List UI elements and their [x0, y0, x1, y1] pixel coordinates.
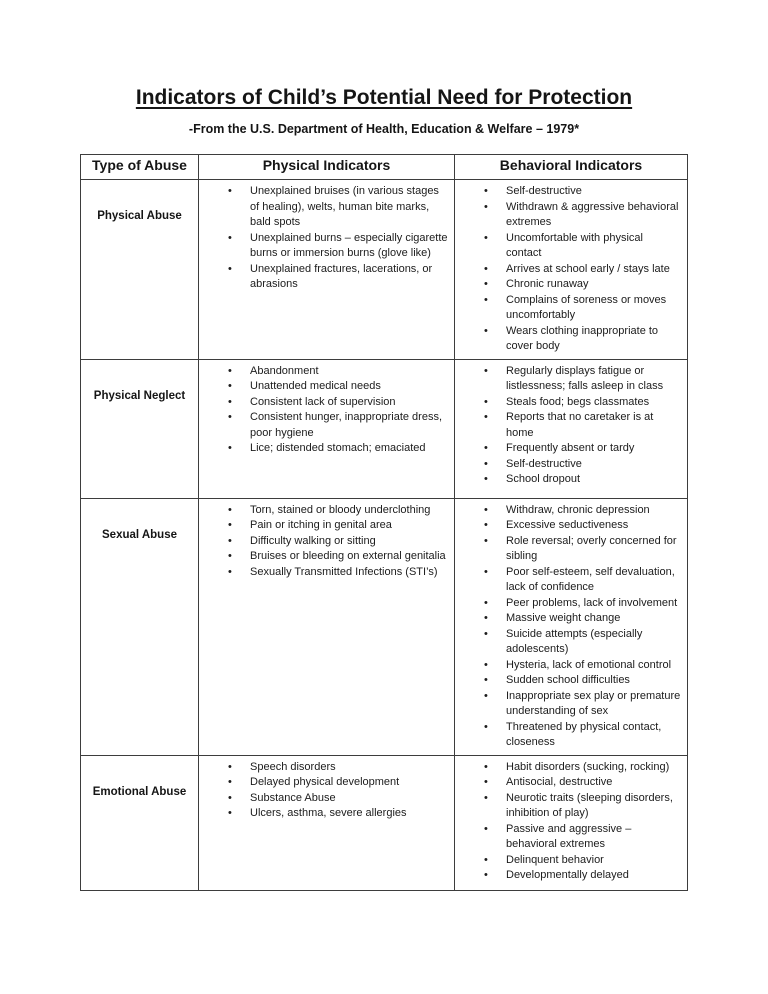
indicator-text: Unexplained burns – especially cigarette burns or immersion burns (glove like) — [250, 231, 448, 260]
indicator-text: Sexually Transmitted Infections (STI’s) — [250, 565, 438, 578]
abuse-row — [81, 498, 688, 755]
bullet-icon: • — [484, 658, 488, 671]
indicator-list — [199, 760, 448, 822]
bullet-icon: • — [484, 231, 488, 244]
bullet-icon: • — [484, 395, 488, 408]
physical-indicators-cell — [199, 359, 455, 498]
abuse-row — [81, 359, 688, 498]
indicator-list — [199, 364, 448, 457]
indicator-text: Difficulty walking or sitting — [250, 534, 376, 547]
indicator-text: Habit disorders (sucking, rocking) — [506, 760, 670, 773]
indicator-item — [455, 410, 681, 441]
bullet-icon: • — [484, 791, 488, 804]
document-subtitle: -From the U.S. Department of Health, Education & Welfare – 1979* — [188, 122, 580, 137]
indicator-text: Regularly displays fatigue or listlessness; falls asleep in class — [506, 364, 664, 393]
indicator-text: Delinquent behavior — [506, 853, 604, 866]
bullet-icon: • — [484, 457, 488, 470]
indicator-list — [455, 760, 681, 884]
behavioral-indicators-cell — [455, 498, 688, 755]
indicator-item — [455, 200, 681, 231]
indicator-text: Steals food; begs classmates — [506, 395, 650, 408]
indicators-table — [80, 154, 688, 891]
bullet-icon: • — [228, 565, 232, 578]
bullet-icon: • — [484, 200, 488, 213]
indicator-text: Self-destructive — [506, 185, 582, 198]
indicator-text: School dropout — [506, 473, 580, 486]
column-header-type-of-abuse: Type of Abuse — [81, 155, 199, 180]
indicator-text: Role reversal; overly concerned for sibling — [506, 534, 677, 563]
indicator-text: Wears clothing inappropriate to cover body — [506, 324, 659, 353]
bullet-icon: • — [484, 822, 488, 835]
indicator-item — [455, 364, 681, 395]
indicator-item — [455, 596, 681, 612]
indicator-text: Pain or itching in genital area — [250, 519, 392, 532]
column-header-physical-indicators: Physical Indicators — [199, 155, 455, 180]
indicator-item — [199, 549, 448, 565]
indicator-item — [455, 822, 681, 853]
indicator-text: Reports that no caretaker is at home — [506, 411, 654, 439]
indicator-text: Neurotic traits (sleeping disorders, inhibition of play) — [506, 791, 673, 820]
indicator-text: Passive and aggressive – behavioral extremes — [506, 822, 632, 851]
behavioral-indicators-cell — [455, 359, 688, 498]
bullet-icon: • — [484, 503, 488, 516]
abuse-type-cell: Emotional Abuse — [81, 755, 199, 890]
indicator-item — [455, 565, 681, 596]
indicator-text: Complains of soreness or moves uncomfortably — [506, 293, 667, 322]
abuse-row — [81, 180, 688, 360]
indicator-text: Massive weight change — [506, 612, 621, 625]
bullet-icon: • — [484, 612, 488, 625]
indicator-text: Lice; distended stomach; emaciated — [250, 442, 426, 455]
indicator-item — [455, 627, 681, 658]
bullet-icon: • — [484, 442, 488, 455]
indicator-item — [199, 364, 448, 380]
indicator-text: Unexplained fractures, lacerations, or abrasions — [250, 262, 433, 291]
indicator-item — [455, 395, 681, 411]
abuse-type-cell: Sexual Abuse — [81, 498, 199, 755]
indicator-item — [199, 518, 448, 534]
bullet-icon: • — [484, 627, 488, 640]
bullet-icon: • — [484, 853, 488, 866]
indicator-text: Developmentally delayed — [506, 869, 629, 882]
indicator-item — [455, 534, 681, 565]
indicator-item — [199, 775, 448, 791]
indicator-item — [455, 775, 681, 791]
indicator-item — [455, 658, 681, 674]
indicator-item — [199, 791, 448, 807]
indicator-text: Unexplained bruises (in various stages of healing), welts, human bite marks, bald spots — [250, 185, 439, 229]
bullet-icon: • — [228, 364, 232, 377]
bullet-icon: • — [484, 534, 488, 547]
bullet-icon: • — [228, 231, 232, 244]
indicator-item — [455, 262, 681, 278]
indicator-item — [455, 868, 681, 884]
indicator-item — [455, 673, 681, 689]
document-title: Indicators of Child’s Potential Need for Protection — [135, 86, 633, 109]
column-header-behavioral-indicators: Behavioral Indicators — [455, 155, 688, 180]
bullet-icon: • — [484, 293, 488, 306]
bullet-icon: • — [484, 776, 488, 789]
indicator-item — [455, 689, 681, 720]
bullet-icon: • — [484, 565, 488, 578]
indicator-item — [199, 503, 448, 519]
indicator-item — [199, 806, 448, 822]
indicator-text: Uncomfortable with physical contact — [506, 231, 643, 260]
indicator-text: Chronic runaway — [506, 278, 589, 291]
indicator-text: Suicide attempts (especially adolescents) — [506, 627, 643, 656]
physical-indicators-cell — [199, 498, 455, 755]
abuse-type-cell: Physical Neglect — [81, 359, 199, 498]
indicator-list — [455, 364, 681, 488]
indicator-item — [455, 791, 681, 822]
bullet-icon: • — [228, 395, 232, 408]
bullet-icon: • — [484, 185, 488, 198]
bullet-icon: • — [484, 869, 488, 882]
indicator-text: Inappropriate sex play or premature understanding of sex — [506, 689, 681, 718]
indicators-table-body — [81, 180, 688, 891]
indicator-text: Torn, stained or bloody underclothing — [250, 503, 431, 516]
bullet-icon: • — [484, 720, 488, 733]
behavioral-indicators-cell — [455, 755, 688, 890]
abuse-type-cell: Physical Abuse — [81, 180, 199, 360]
bullet-icon: • — [484, 473, 488, 486]
bullet-icon: • — [228, 380, 232, 393]
bullet-icon: • — [228, 442, 232, 455]
bullet-icon: • — [228, 776, 232, 789]
indicator-item — [455, 277, 681, 293]
indicator-text: Withdraw, chronic depression — [506, 503, 650, 516]
bullet-icon: • — [228, 185, 232, 198]
indicator-text: Excessive seductiveness — [506, 519, 629, 532]
indicator-text: Poor self-esteem, self devaluation, lack of confidence — [506, 565, 675, 594]
bullet-icon: • — [228, 791, 232, 804]
bullet-icon: • — [484, 519, 488, 532]
indicator-item — [455, 611, 681, 627]
indicator-item — [455, 324, 681, 355]
bullet-icon: • — [228, 760, 232, 773]
table-header-row — [81, 155, 688, 180]
indicator-item — [199, 379, 448, 395]
indicator-item — [455, 503, 681, 519]
indicator-list — [199, 503, 448, 581]
indicator-item — [455, 457, 681, 473]
bullet-icon: • — [228, 807, 232, 820]
indicator-text: Peer problems, lack of involvement — [506, 596, 678, 609]
indicator-item — [455, 760, 681, 776]
indicator-item — [455, 184, 681, 200]
indicator-item — [199, 184, 448, 231]
indicator-item — [199, 231, 448, 262]
indicator-list — [455, 184, 681, 355]
indicator-item — [455, 518, 681, 534]
indicator-item — [455, 472, 681, 488]
bullet-icon: • — [484, 278, 488, 291]
indicator-text: Speech disorders — [250, 760, 336, 773]
indicator-text: Consistent lack of supervision — [250, 395, 396, 408]
indicator-item — [199, 441, 448, 457]
indicator-text: Ulcers, asthma, severe allergies — [250, 807, 407, 820]
indicator-text: Delayed physical development — [250, 776, 400, 789]
bullet-icon: • — [484, 364, 488, 377]
bullet-icon: • — [228, 519, 232, 532]
abuse-row — [81, 755, 688, 890]
bullet-icon: • — [484, 674, 488, 687]
bullet-icon: • — [228, 534, 232, 547]
indicator-text: Arrives at school early / stays late — [506, 262, 670, 275]
physical-indicators-cell — [199, 180, 455, 360]
indicator-item — [199, 534, 448, 550]
indicator-item — [199, 395, 448, 411]
bullet-icon: • — [484, 411, 488, 424]
indicator-item — [455, 293, 681, 324]
bullet-icon: • — [228, 262, 232, 275]
indicator-item — [199, 262, 448, 293]
indicator-item — [455, 720, 681, 751]
indicator-text: Threatened by physical contact, closeness — [506, 720, 662, 749]
indicator-list — [455, 503, 681, 751]
bullet-icon: • — [484, 262, 488, 275]
indicator-text: Consistent hunger, inappropriate dress, poor hygiene — [250, 411, 443, 439]
bullet-icon: • — [228, 503, 232, 516]
indicator-text: Bruises or bleeding on external genitalia — [250, 550, 446, 563]
indicator-text: Abandonment — [250, 364, 319, 377]
bullet-icon: • — [484, 760, 488, 773]
indicator-item — [199, 410, 448, 441]
indicator-item — [199, 760, 448, 776]
indicator-item — [455, 231, 681, 262]
indicator-item — [199, 565, 448, 581]
indicator-text: Self-destructive — [506, 457, 582, 470]
indicator-item — [455, 441, 681, 457]
bullet-icon: • — [484, 324, 488, 337]
indicator-list — [199, 184, 448, 293]
indicator-text: Withdrawn & aggressive behavioral extremes — [506, 200, 679, 229]
bullet-icon: • — [228, 550, 232, 563]
indicator-text: Substance Abuse — [250, 791, 336, 804]
indicator-item — [455, 853, 681, 869]
indicator-text: Hysteria, lack of emotional control — [506, 658, 672, 671]
bullet-icon: • — [484, 689, 488, 702]
bullet-icon: • — [484, 596, 488, 609]
behavioral-indicators-cell — [455, 180, 688, 360]
indicator-text: Frequently absent or tardy — [506, 442, 635, 455]
indicator-text: Antisocial, destructive — [506, 776, 613, 789]
bullet-icon: • — [228, 411, 232, 424]
indicator-text: Unattended medical needs — [250, 380, 381, 393]
indicator-text: Sudden school difficulties — [506, 674, 630, 687]
physical-indicators-cell — [199, 755, 455, 890]
